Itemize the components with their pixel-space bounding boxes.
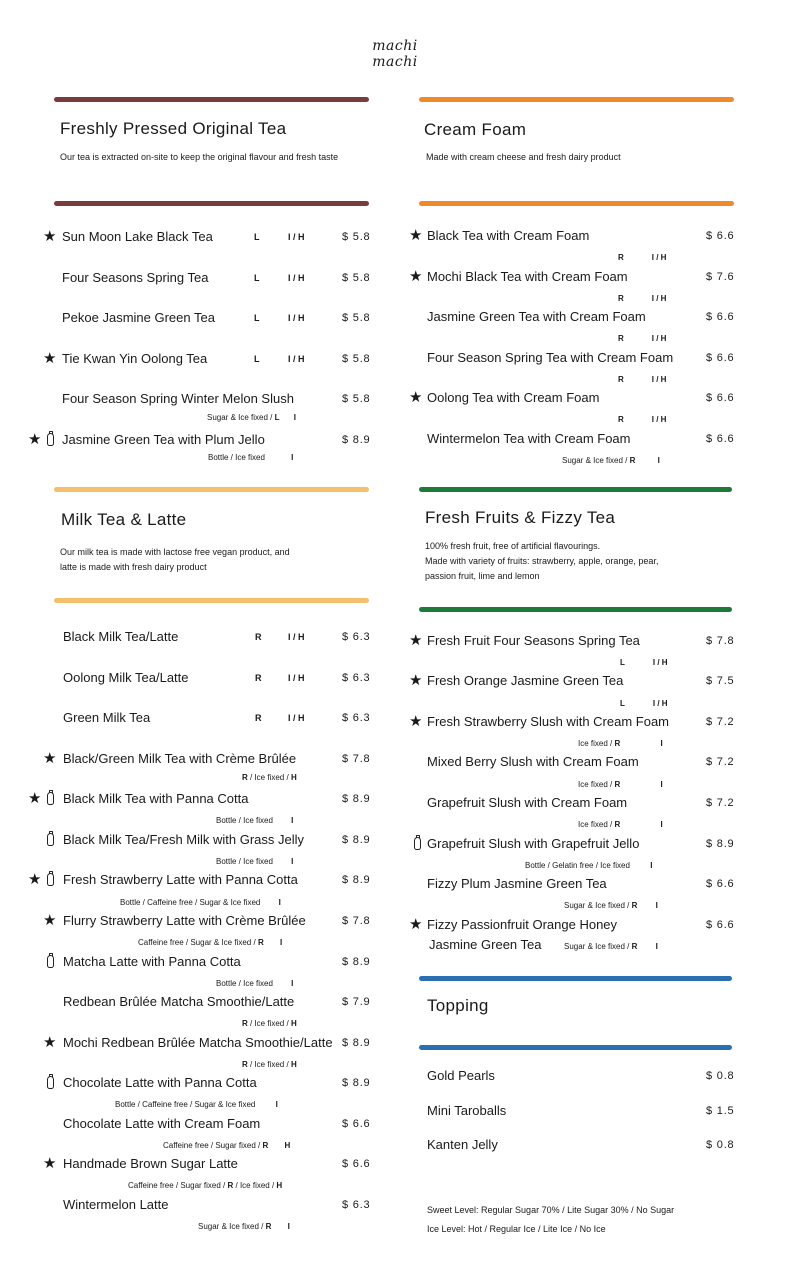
item-note: R / Ice fixed / H [242,1019,297,1028]
item-price: $ 8.9 [342,834,371,846]
milk-tea-description-1: Our milk tea is made with lactose free vegan product, and [60,547,290,557]
fruits-description-3: passion fruit, lime and lemon [425,571,540,581]
item-note: Sugar & Ice fixed / R I [564,942,658,951]
item-note: Bottle / Ice fixed I [216,816,294,825]
bottle-icon [47,833,54,846]
milk-tea-bottom-bar [54,598,369,603]
item-size-note: R I / H [618,294,667,303]
item-price: $ 7.8 [342,753,371,765]
fruits-title: Fresh Fruits & Fizzy Tea [425,508,616,527]
star-icon: ★ [43,912,57,929]
item-note: Bottle / Ice fixed I [216,979,294,988]
item-note: Bottle / Ice fixed I [216,857,294,866]
item-note: Bottle / Ice fixed I [208,453,294,462]
item-price: $ 6.6 [706,878,735,890]
milk-tea-top-bar [54,487,369,492]
star-icon: ★ [409,389,423,406]
original-tea-top-bar [54,97,369,102]
item-ice: I / H [288,673,305,683]
item-name: Fizzy Passionfruit Orange Honey [427,917,618,932]
menu-item[interactable] [0,430,393,452]
item-name: Tie Kwan Yin Oolong Tea [62,351,208,366]
item-ice: I / H [288,273,305,283]
bottle-icon [47,792,54,805]
star-icon: ★ [409,916,423,933]
item-note: Sugar & Ice fixed / L I [207,413,296,422]
menu-item[interactable] [0,268,393,290]
menu-item[interactable] [0,668,393,690]
item-name: Flurry Strawberry Latte with Crème Brûlée [63,913,306,928]
item-size: R [255,632,262,642]
item-ice: I / H [288,232,305,242]
item-note: Sugar & Ice fixed / R I [198,1222,290,1231]
item-note: Ice fixed / R I [578,780,663,789]
item-price: $ 7.2 [706,797,735,809]
item-note: R / Ice fixed / H [242,773,297,782]
item-price: $ 8.9 [342,793,371,805]
machi-machi-logo [360,38,430,70]
bottle-icon [414,837,421,850]
item-price: $ 7.8 [706,635,735,647]
cream-foam-bottom-bar [419,201,734,206]
star-icon: ★ [409,227,423,244]
item-note: Bottle / Caffeine free / Sugar & Ice fixed I [120,898,281,907]
topping-top-bar [419,976,732,981]
item-price: $ 5.8 [342,353,371,365]
menu-item[interactable] [393,348,787,370]
menu-item[interactable] [0,789,393,811]
item-size-note: R I / H [618,415,667,424]
item-name: Black Milk Tea with Panna Cotta [63,791,249,806]
item-name: Wintermelon Tea with Cream Foam [427,431,631,446]
star-icon: ★ [409,632,423,649]
cream-foam-description: Made with cream cheese and fresh dairy product [426,152,621,162]
item-name: Mini Taroballs [427,1103,507,1118]
item-price: $ 6.6 [706,433,735,445]
item-price: $ 5.8 [342,231,371,243]
menu-item[interactable] [393,915,787,937]
item-size-note: L I / H [620,658,668,667]
item-name: Black Tea with Cream Foam [427,228,590,243]
menu-item[interactable] [393,267,787,289]
item-name: Chocolate Latte with Cream Foam [63,1116,261,1131]
item-price: $ 6.3 [342,672,371,684]
item-price: $ 7.9 [342,996,371,1008]
menu-item[interactable] [0,1033,393,1055]
item-note: Caffeine free / Sugar & Ice fixed / R I [138,938,283,947]
item-price: $ 6.6 [706,352,735,364]
item-name: Matcha Latte with Panna Cotta [63,954,241,969]
item-price: $ 7.8 [342,915,371,927]
milk-tea-description-2: latte is made with fresh dairy product [60,562,207,572]
sweet-level-note: Sweet Level: Regular Sugar 70% / Lite Sugar 30% / No Sugar [427,1205,675,1215]
item-price: $ 5.8 [342,272,371,284]
item-note: R / Ice fixed / H [242,1060,297,1069]
item-price: $ 7.6 [706,271,735,283]
item-price: $ 8.9 [342,434,371,446]
menu-item[interactable] [393,429,787,451]
item-name: Wintermelon Latte [63,1197,169,1212]
menu-item[interactable] [0,1114,393,1136]
item-name: Jasmine Green Tea with Plum Jello [62,432,265,447]
logo-line-1: machi [372,38,418,54]
item-size: R [255,673,262,683]
item-ice: I / H [288,632,305,642]
menu-item[interactable] [393,712,787,734]
menu-item[interactable] [393,752,787,774]
item-ice: I / H [288,713,305,723]
item-name-line-2: Jasmine Green Tea [429,937,542,952]
original-tea-title: Freshly Pressed Original Tea [60,119,287,138]
item-note: Bottle / Gelatin free / Ice fixed I [525,861,653,870]
item-price: $ 6.6 [706,230,735,242]
star-icon: ★ [43,228,57,245]
bottle-icon [47,1076,54,1089]
menu-item[interactable] [393,834,787,856]
item-size-note: R I / H [618,334,667,343]
item-size: L [254,232,260,242]
bottle-icon [47,955,54,968]
ice-level-note: Ice Level: Hot / Regular Ice / Lite Ice / No Ice [427,1224,606,1234]
item-name: Mixed Berry Slush with Cream Foam [427,754,639,769]
star-icon: ★ [43,350,57,367]
menu-item[interactable] [0,308,393,330]
item-name: Handmade Brown Sugar Latte [63,1156,238,1171]
item-price: $ 8.9 [706,838,735,850]
cream-foam-title: Cream Foam [424,120,527,139]
item-price: $ 6.3 [342,712,371,724]
item-price: $ 7.5 [706,675,735,687]
bottle-icon [47,873,54,886]
item-note: Sugar & Ice fixed / R I [564,901,658,910]
original-tea-description: Our tea is extracted on-site to keep the original flavour and fresh taste [60,152,339,162]
item-price: $ 6.6 [342,1158,371,1170]
item-size-note: L I / H [620,699,668,708]
item-price: $ 8.9 [342,956,371,968]
item-name: Sun Moon Lake Black Tea [62,229,213,244]
bottle-icon [47,433,54,446]
item-note: Caffeine free / Sugar fixed / R H [163,1141,291,1150]
milk-tea-title: Milk Tea & Latte [61,510,187,529]
item-note: Ice fixed / R I [578,820,663,829]
menu-item[interactable] [0,870,393,892]
item-name: Pekoe Jasmine Green Tea [62,310,215,325]
menu-item[interactable] [0,389,393,411]
item-price: $ 0.8 [706,1139,735,1151]
menu-item[interactable] [0,708,393,730]
item-name: Oolong Tea with Cream Foam [427,390,600,405]
item-note: Caffeine free / Sugar fixed / R / Ice fixed / H [128,1181,283,1190]
item-price: $ 5.8 [342,312,371,324]
item-name: Redbean Brûlée Matcha Smoothie/Latte [63,994,295,1009]
star-icon: ★ [28,431,42,448]
menu-item[interactable] [0,1073,393,1095]
star-icon: ★ [43,750,57,767]
star-icon: ★ [409,268,423,285]
menu-item[interactable] [393,631,787,653]
item-price: $ 5.8 [342,393,371,405]
menu-item[interactable] [393,1135,787,1157]
item-price: $ 6.3 [342,631,371,643]
item-price: $ 8.9 [342,1037,371,1049]
menu-item[interactable] [0,349,393,371]
fruits-description-1: 100% fresh fruit, free of artificial flavourings. [425,541,601,551]
item-name: Black Milk Tea/Latte [63,629,179,644]
item-size: L [254,354,260,364]
item-name: Four Season Spring Tea with Cream Foam [427,350,674,365]
item-name: Gold Pearls [427,1068,495,1083]
menu-item[interactable] [393,1101,787,1123]
item-price: $ 7.2 [706,756,735,768]
item-size: R [255,713,262,723]
item-name: Fresh Orange Jasmine Green Tea [427,673,624,688]
item-price: $ 8.9 [342,1077,371,1089]
item-name: Mochi Black Tea with Cream Foam [427,269,628,284]
menu-item[interactable] [0,992,393,1014]
original-tea-bottom-bar [54,201,369,206]
item-name: Four Seasons Spring Tea [62,270,209,285]
fruits-top-bar [419,487,732,492]
menu-item[interactable] [0,627,393,649]
item-price: $ 6.6 [706,311,735,323]
item-note: Bottle / Caffeine free / Sugar & Ice fixed I [115,1100,278,1109]
item-name: Four Season Spring Winter Melon Slush [62,391,294,406]
item-price: $ 8.9 [342,874,371,886]
item-size-note: R I / H [618,253,667,262]
item-name: Jasmine Green Tea with Cream Foam [427,309,646,324]
item-note: Ice fixed / R I [578,739,663,748]
menu-item[interactable] [393,793,787,815]
menu-item[interactable] [393,388,787,410]
menu-item[interactable] [393,307,787,329]
item-name: Fresh Strawberry Slush with Cream Foam [427,714,670,729]
item-name: Grapefruit Slush with Grapefruit Jello [427,836,640,851]
item-ice: I / H [288,313,305,323]
topping-bottom-bar [419,1045,732,1050]
menu-item[interactable] [0,952,393,974]
menu-item[interactable] [393,226,787,248]
item-price: $ 6.6 [706,919,735,931]
item-name: Fresh Strawberry Latte with Panna Cotta [63,872,298,887]
item-size-note: R I / H [618,375,667,384]
item-price: $ 6.6 [342,1118,371,1130]
item-size: L [254,313,260,323]
menu-item[interactable] [0,227,393,249]
item-name: Mochi Redbean Brûlée Matcha Smoothie/Latte [63,1035,333,1050]
fruits-bottom-bar [419,607,732,612]
item-price: $ 7.2 [706,716,735,728]
item-name: Fizzy Plum Jasmine Green Tea [427,876,607,891]
item-name: Black Milk Tea/Fresh Milk with Grass Jelly [63,832,305,847]
item-price: $ 6.3 [342,1199,371,1211]
star-icon: ★ [28,790,42,807]
item-price: $ 6.6 [706,392,735,404]
fruits-description-2: Made with variety of fruits: strawberry, apple, orange, pear, [425,556,659,566]
star-icon: ★ [43,1034,57,1051]
topping-title: Topping [427,996,489,1015]
menu-item[interactable] [0,911,393,933]
item-price: $ 1.5 [706,1105,735,1117]
star-icon: ★ [28,871,42,888]
item-size: L [254,273,260,283]
menu-item[interactable] [393,874,787,896]
menu-item[interactable] [393,671,787,693]
menu-item[interactable] [0,1154,393,1176]
menu-item[interactable] [0,749,393,771]
item-name: Oolong Milk Tea/Latte [63,670,189,685]
item-note: Sugar & Ice fixed / R I [562,456,660,465]
star-icon: ★ [409,672,423,689]
item-name: Green Milk Tea [63,710,151,725]
item-ice: I / H [288,354,305,364]
star-icon: ★ [43,1155,57,1172]
item-name: Chocolate Latte with Panna Cotta [63,1075,257,1090]
menu-item[interactable] [0,1195,393,1217]
menu-item[interactable] [393,1066,787,1088]
item-name: Black/Green Milk Tea with Crème Brûlée [63,751,297,766]
logo-line-2: machi [372,54,418,70]
item-name: Kanten Jelly [427,1137,498,1152]
cream-foam-top-bar [419,97,734,102]
star-icon: ★ [409,713,423,730]
item-price: $ 0.8 [706,1070,735,1082]
item-name: Fresh Fruit Four Seasons Spring Tea [427,633,640,648]
menu-item[interactable] [0,830,393,852]
item-name: Grapefruit Slush with Cream Foam [427,795,628,810]
